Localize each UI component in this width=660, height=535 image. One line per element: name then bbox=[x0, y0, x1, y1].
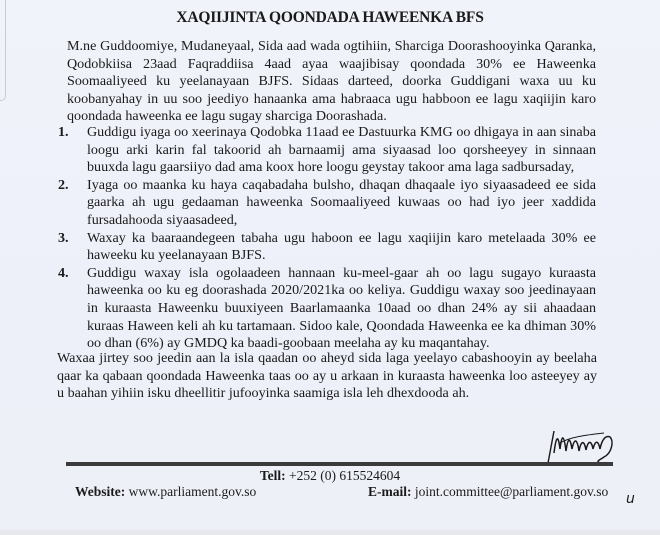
list-item-text: Iyaga oo maanka ku haya caqabadaha bulsho, dhaqan dhaqaale iyo siyaasadeed ee sida gaarka ah ugu gedaaman haweenka Soomaaliyeed kuwaas oo had iyo jeer xaddida fursadahooda siyaasadeed, bbox=[87, 176, 596, 228]
list-item bbox=[58, 177, 596, 230]
telephone bbox=[0, 468, 660, 484]
website-value: www.parliament.gov.so bbox=[128, 484, 257, 499]
website-label: Website: bbox=[75, 484, 126, 499]
email bbox=[368, 484, 608, 500]
list-item-text: Guddigu waxay isla ogolaadeen hannaan ku-meel-gaar ah oo lagu sugayo kuraasta haweenka oo ku eg doorashada 2020/2021ka oo keliya. Guddigu waxay soo jeedinayaan in kuraasta Haweenku buuxiyeen Baarlamaanka 10aad oo dhan 24% ay sii ahaadaan kuraas Haween keli ah ku tartamaan. Sidoo kale, Qoondada Haweenka ee ka dhiman 30% oo dhan (6%) ay GMDQ ka baadi-goobaan meelaha ay ku maqantahay. bbox=[87, 264, 596, 352]
email-value: joint.committee@parliament.gov.so bbox=[414, 484, 609, 499]
list-item bbox=[58, 124, 596, 177]
document-title: XAQIIJINTA QOONDADA HAWEENKA BFS bbox=[176, 9, 484, 26]
intro-paragraph: M.ne Guddoomiye, Mudaneyaal, Sida aad wada ogtihiin, Sharciga Doorashooyinka Qaranka, Qodobkiisa 23aad Faqraddiisa 4aad ayaa waajibisay qoondada 30% ee Haweenka Soomaaliyeed ku yeelanayaan BJFS. Sidaas darteed, doorka Guddigani waxa uu ku koobanyahay in uu soo jeediyo hanaanka ama habraaca ugu habboon ee lagu xaqiijin karo qoondada haweenka ee lagu sugay sharciga Doorashada. bbox=[67, 38, 596, 125]
handwritten-mark: u bbox=[626, 491, 635, 507]
bottom-band bbox=[0, 530, 660, 535]
numbered-list bbox=[58, 124, 596, 353]
list-number: 2. bbox=[58, 176, 69, 193]
tell-label: Tell: bbox=[259, 468, 286, 483]
list-item-text: Guddigu iyaga oo xeerinaya Qodobka 11aad ee Dastuurka KMG oo dhigaya in aan sinaba loogu arki karin fal takoorid ah barnaamij ama siyaasad loo qorsheeyey in sinnaan buuxda lagu gaarsiiyo dad ama koox hore loogu geystay takoor ama laga sadbursaday, bbox=[87, 124, 596, 176]
list-number: 3. bbox=[58, 229, 69, 246]
email-label: E-mail: bbox=[368, 484, 412, 499]
tell-value: +252 (0) 615524604 bbox=[289, 468, 401, 483]
list-item bbox=[58, 265, 596, 353]
footer-rule bbox=[66, 462, 613, 466]
list-item bbox=[58, 230, 596, 265]
list-number: 4. bbox=[58, 264, 69, 281]
website bbox=[75, 484, 256, 500]
closing-paragraph: Waxaa jirtey soo jeedin aan la isla qaadan oo aheyd sida laga yeelayo cabashooyin ay beelaha qaar ka qabaan qoondada Haweenka taas oo ay u arkaan in kuraasta haweenka loo asteeyey ay u baahan yihiin isku dheellitir jufooyinka saamiga isla leh dhexdooda ah. bbox=[57, 350, 597, 402]
list-item-text: Waxay ka baaraandegeen tabaha ugu haboon ee lagu xaqiijin karo metelaada 30% ee haweeku ku yeelanayaan BJFS. bbox=[87, 229, 596, 264]
list-number: 1. bbox=[58, 124, 69, 140]
signature bbox=[540, 423, 618, 465]
